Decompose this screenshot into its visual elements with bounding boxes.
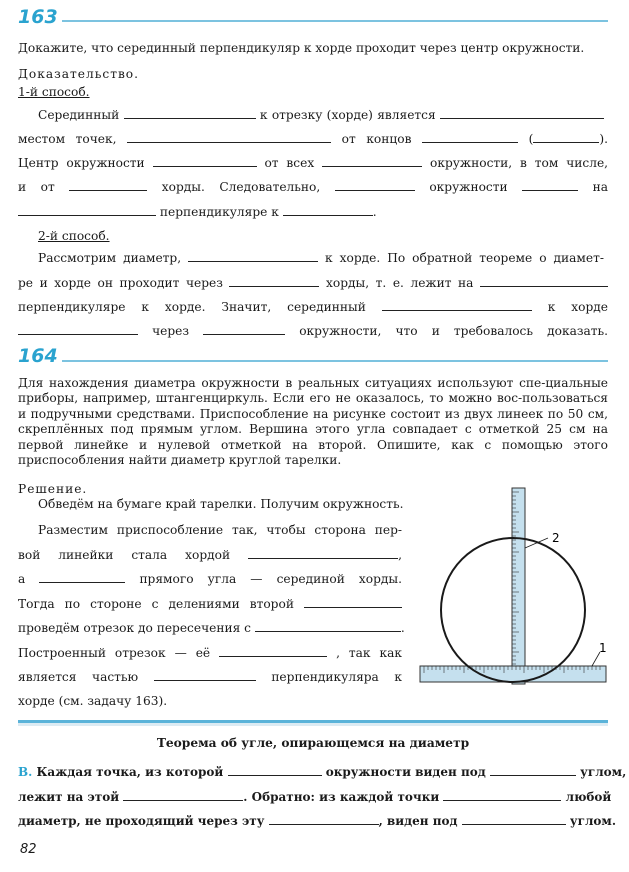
blank-field[interactable] — [123, 789, 243, 801]
blank-field[interactable] — [304, 596, 402, 608]
blank-field[interactable] — [422, 131, 518, 143]
page-number: 82 — [20, 842, 37, 857]
p164-line-4: а прямого угла — серединой хорды. — [18, 572, 402, 586]
problem-164-task: Для нахождения диаметра окружности в реальных ситуациях используют спе-циальные приборы, например, штангенциркуль. Если его не оказалось, то можно вос-пользоваться и подручными средствами. Приспособление на рисунке состоит из двух линеек по 50 см, скреплённых под прямым углом. Вершина этого угла совпадает с отметкой 25 см на первой линейке и нулевой отметкой на второй. Опишите, как с помощью этого приспособления найти диаметр круглой тарелки. — [18, 376, 608, 468]
blank-field[interactable] — [248, 547, 398, 559]
blank-field[interactable] — [124, 107, 256, 119]
blank-field[interactable] — [462, 813, 566, 825]
figure-label-2: 2 — [552, 531, 560, 545]
blank-field[interactable] — [39, 571, 125, 583]
vertical-ruler — [512, 488, 525, 684]
p164-line-7: Построенный отрезок — её , так как — [18, 646, 403, 660]
blank-field[interactable] — [203, 323, 285, 335]
problem-164-rule — [62, 360, 608, 362]
p163-m-line-1: Рассмотрим диаметр, к хорде. По обратной теореме о диамет- — [38, 251, 604, 265]
problem-163-task: Докажите, что серединный перпендикуляр к хорде проходит через центр окружности. — [18, 41, 585, 55]
problem-164-number: 164 — [18, 345, 58, 367]
blank-field[interactable] — [490, 764, 576, 776]
blank-field[interactable] — [127, 131, 331, 143]
blank-field[interactable] — [188, 250, 318, 262]
p164-line-5: Тогда по стороне с делениями второй — [18, 596, 402, 612]
blank-field[interactable] — [228, 764, 322, 776]
theorem-line-1: В. Каждая точка, из которой окружности виден под углом, — [18, 765, 627, 779]
p164-line-2: Разместим приспособление так, чтобы сторона пер- — [38, 523, 402, 537]
p163-m-line-2: ре и хорде он проходит через хорды, т. е. лежит на — [18, 275, 608, 291]
problem-163-number: 163 — [18, 6, 58, 28]
blank-field[interactable] — [480, 275, 608, 287]
blank-field[interactable] — [335, 179, 415, 191]
p163-line-1: Серединный к отрезку (хорде) является — [38, 107, 604, 123]
p163-line-2: местом точек, от концов ( ). — [18, 132, 608, 146]
problem-163-rule — [62, 20, 608, 22]
blank-field[interactable] — [229, 275, 319, 287]
solution-title: Решение. — [18, 482, 88, 496]
proof-title: Доказательство. — [18, 67, 140, 81]
p163-line-3: Центр окружности от всех окружности, в том числе, — [18, 156, 609, 170]
blank-field[interactable] — [533, 131, 599, 143]
p164-line-9: хорде (см. задачу 163). — [18, 694, 168, 708]
p163-line-5: перпендикуляре к . — [18, 204, 608, 220]
blank-field[interactable] — [322, 155, 422, 167]
p163-m-line-3: перпендикуляре к хорде. Значит, серединный к хорде — [18, 300, 608, 314]
p164-line-6: проведём отрезок до пересечения с . — [18, 621, 405, 635]
blank-field[interactable] — [440, 107, 604, 119]
blank-field[interactable] — [18, 204, 156, 216]
blank-field[interactable] — [283, 204, 373, 216]
blank-field[interactable] — [18, 323, 138, 335]
theorem-band — [18, 723, 608, 726]
theorem-letter: В. — [18, 765, 33, 779]
blank-field[interactable] — [255, 620, 401, 632]
blank-field[interactable] — [154, 669, 256, 681]
blank-field[interactable] — [219, 645, 327, 657]
blank-field[interactable] — [69, 179, 147, 191]
blank-field[interactable] — [522, 179, 578, 191]
p164-line-8: является частью перпендикуляра к — [18, 670, 403, 684]
blank-field[interactable] — [443, 789, 561, 801]
figure-label-1: 1 — [599, 641, 607, 655]
theorem-title: Теорема об угле, опирающемся на диаметр — [156, 736, 470, 750]
theorem-line-3: диаметр, не проходящий через эту , виден под углом. — [18, 814, 617, 828]
p164-line-1: Обведём на бумаге край тарелки. Получим окружность. — [38, 497, 404, 511]
p163-line-4: и от хорды. Следовательно, окружности на — [18, 180, 609, 194]
method-2-title: 2-й способ. — [38, 229, 110, 243]
blank-field[interactable] — [153, 155, 257, 167]
p164-line-3: вой линейки стала хордой , — [18, 548, 403, 562]
p163-m-line-4: через окружности, что и требовалось доказать. — [18, 323, 608, 339]
method-1-title: 1-й способ. — [18, 85, 90, 99]
theorem-line-2: лежит на этой . Обратно: из каждой точки любой — [18, 790, 612, 804]
blank-field[interactable] — [382, 299, 532, 311]
blank-field[interactable] — [269, 813, 379, 825]
ruler-figure — [412, 482, 612, 694]
